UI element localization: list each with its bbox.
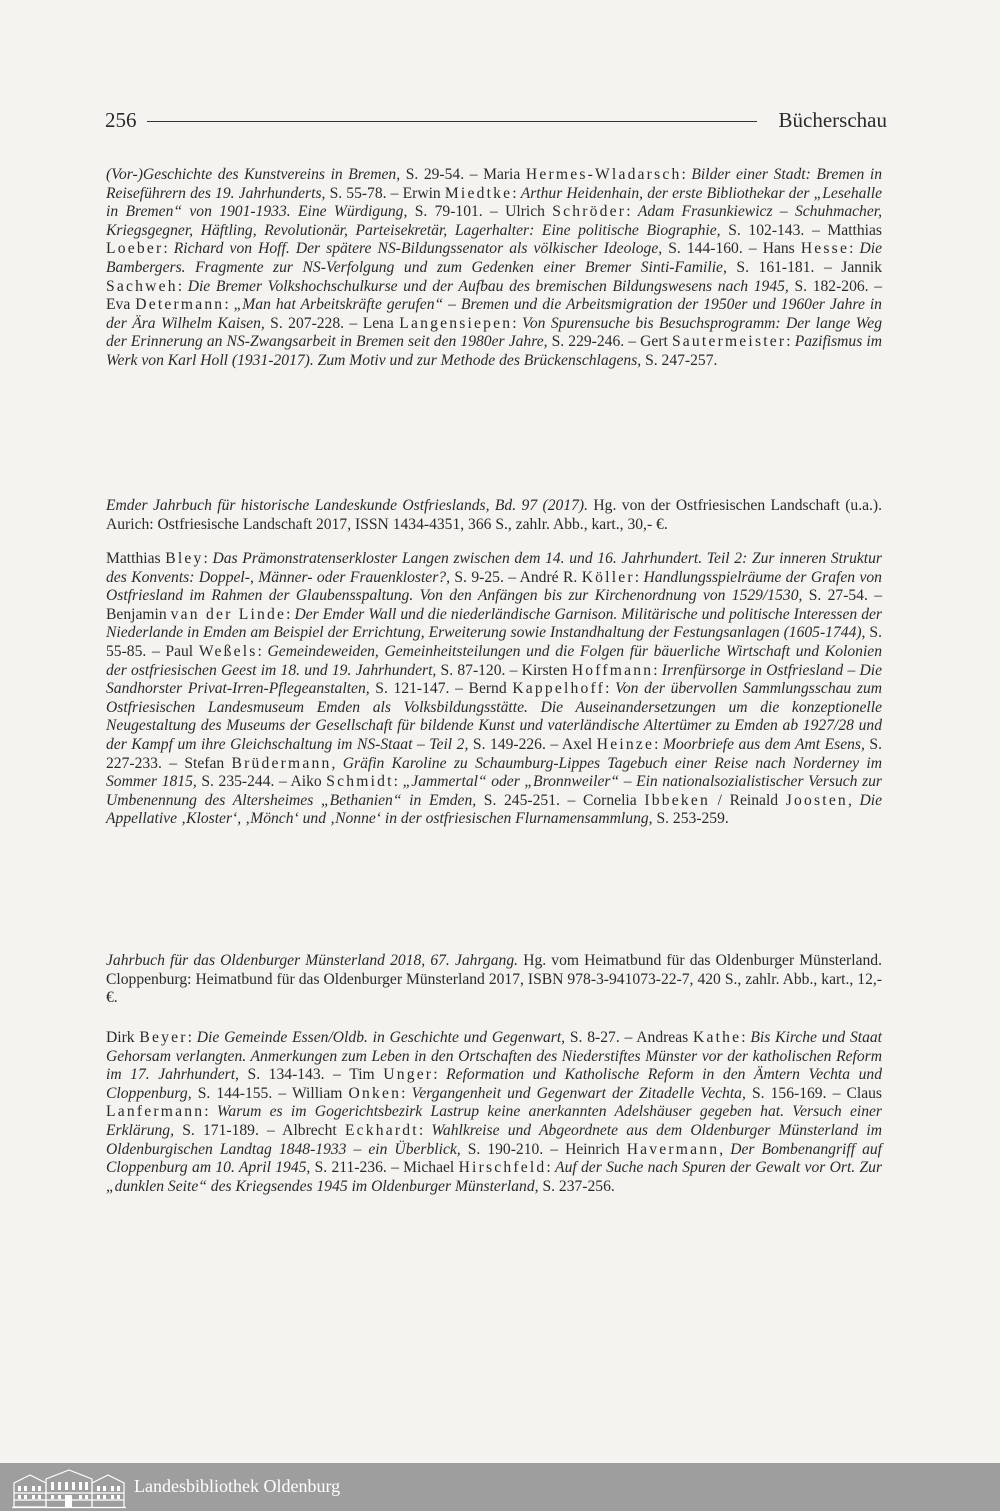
page-header [105,108,887,134]
library-building-icon [12,1467,126,1509]
page-number: 256 [105,108,137,132]
oldenburg-contents-paragraph: Dirk Beyer: Die Gemeinde Essen/Oldb. in Geschichte und Gegenwart, S. 8-27. – Andreas Kathe: Bis Kirche und Staat Gehorsam verlangten. Anmerkungen zum Leben in den Ortschaften des Niederstiftes Münster vor der katholischen Reform im 17. Jahrhundert, S. 134-143. – Tim Unger: Reformation und Katholische Reform in den Ämtern Vechta und Cloppenburg, S. 144-155. – William Onken: Vergangenheit und Gegenwart der Zitadelle Vechta, S. 156-169. – Claus Lanfermann: Warum es im Gogerichtsbezirk Lastrup keine anerkannten Adelshäuser gegeben hat. Versuch einer Erklärung, S. 171-189. – Albrecht Eckhardt: Wahlkreise und Abgeordnete aus dem Oldenburger Münsterland im Oldenburgischen Landtag 1848-1933 – ein Überblick, S. 190-210. – Heinrich Havermann, Der Bombenangriff auf Cloppenburg am 10. April 1945, S. 211-236. – Michael Hirschfeld: Auf der Suche nach Spuren der Gewalt vor Ort. Zur „dunklen Seite“ des Kriegsendes 1945 im Oldenburger Münsterland, S. 237-256. [106,1029,883,1195]
header-rule [147,121,757,122]
library-name: Landesbibliothek Oldenburg [134,1476,341,1496]
library-footer [0,1463,1000,1511]
oldenburg-bibliographic-entry: Jahrbuch für das Oldenburger Münsterland 2018, 67. Jahrgang. Hg. vom Heimatbund für das Oldenburger Münsterland. Cloppenburg: Heimatbund für das Oldenburger Münsterland 2017, ISBN 978-3-941073-22-7, 420 S., zahlr. Abb., kart., 12,- €. [106,952,882,1007]
continuation-paragraph: (Vor-)Geschichte des Kunstvereins in Bremen, S. 29-54. – Maria Hermes-Wladarsch: Bilder einer Stadt: Bremen in Reiseführern des 19. Jahrhunderts, S. 55-78. – Erwin Miedtke: Arthur Heidenhain, der erste Bibliothekar der „Lesehalle in Bremen“ von 1901-1933. Eine Würdigung, S. 79-101. – Ulrich Schröder: Adam Frasunkiewicz – Schuhmacher, Kriegsgegner, Häftling, Revolutionär, Parteisekretär, Lagerhalter: Eine politische Biographie, S. 102-143. – Matthias Loeber: Richard von Hoff. Der spätere NS-Bildungssenator als völkischer Ideologe, S. 144-160. – Hans Hesse: Die Bambergers. Fragmente zur NS-Verfolgung und zum Gedenken einer Bremer Sinti-Familie, S. 161-181. – Jannik Sachweh: Die Bremer Volkshochschulkurse und der Aufbau des bremischen Bildungswesens nach 1945, S. 182-206. – Eva Determann: „Man hat Arbeitskräfte gerufen“ – Bremen und die Arbeitsmigration der 1950er und 1960er Jahre in der Ära Wilhelm Kaisen, S. 207-228. – Lena Langensiepen: Von Spurensuche bis Besuchsprogramm: Der lange Weg der Erinnerung an NS-Zwangsarbeit in Bremen seit den 1980er Jahre, S. 229-246. – Gert Sautermeister: Pazifismus im Werk von Karl Holl (1931-2017). Zum Motiv und zur Methode des Brückenschlagens, S. 247-257. [106,166,883,369]
emden-contents-paragraph: Matthias Bley: Das Prämonstratenserkloster Langen zwischen dem 14. und 16. Jahrhundert. Teil 2: Zur inneren Struktur des Konvents: Doppel-, Männer- oder Frauenkloster?, S. 9-25. – André R. Köller: Handlungsspielräume der Grafen von Ostfriesland im Rahmen der Glaubensspaltung. Von den Anfängen bis zur Kirchenordnung von 1529/1530, S. 27-54. – Benjamin van der Linde: Der Emder Wall und die niederländische Garnison. Militärische und politische Interessen der Niederlande in Emden am Beispiel der Errichtung, Erweiterung sowie Instandhaltung der Festungsanlagen (1605-1744), S. 55-85. – Paul Weßels: Gemeindeweiden, Gemeinheitsteilungen und die Folgen für bäuerliche Wirtschaft und Kolonien der ostfriesischen Geest im 18. und 19. Jahrhundert, S. 87-120. – Kirsten Hoffmann: Irrenfürsorge in Ostfriesland – Die Sandhorster Privat-Irren-Pflegeanstalten, S. 121-147. – Bernd Kappelhoff: Von der übervollen Sammlungsschau zum Ostfriesischen Landesmuseum Emden als Volksbildungsstätte. Die Auseinandersetzungen um die konzeptionelle Neugestaltung des Museums der Gesellschaft für bildende Kunst und vaterländische Altertümer zu Emden ab 1927/28 und der Kampf um ihre Gleichschaltung im NS-Staat – Teil 2, S. 149-226. – Axel Heinze: Moorbriefe aus dem Amt Esens, S. 227-233. – Stefan Brüdermann, Gräfin Karoline zu Schaumburg-Lippes Tagebuch einer Reise nach Norderney im Sommer 1815, S. 235-244. – Aiko Schmidt: „Jammertal“ oder „Bronnweiler“ – Ein nationalsozialistischer Versuch zur Umbenennung des Altersheimes „Bethanien“ in Emden, S. 245-251. – Cornelia Ibbeken / Reinald Joosten, Die Appellative ‚Kloster‘, ‚Mönch‘ und ‚Nonne‘ in der ostfriesischen Flurnamensammlung, S. 253-259. [106,550,883,828]
emden-bibliographic-entry: Emder Jahrbuch für historische Landeskunde Ostfrieslands, Bd. 97 (2017). Hg. von der Ostfriesischen Landschaft (u.a.). Aurich: Ostfriesische Landschaft 2017, ISSN 1434-4351, 366 S., zahlr. Abb., kart., 30,- €. [106,497,882,533]
running-head: Bücherschau [778,108,887,132]
